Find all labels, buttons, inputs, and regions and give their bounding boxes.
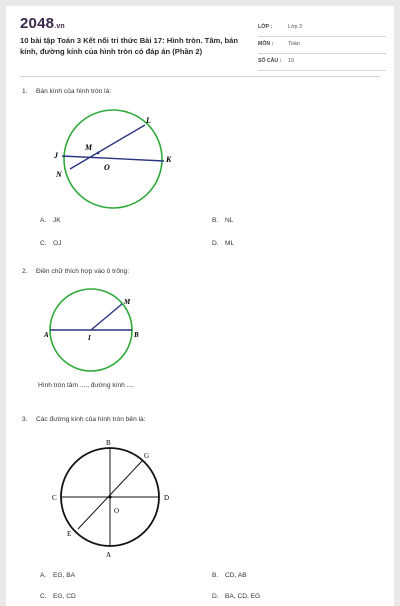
meta-value: Lớp 3 (288, 24, 303, 30)
label-e: E (67, 530, 72, 538)
question-number: 3. (22, 416, 28, 423)
label-m: M (124, 298, 131, 306)
logo-suffix: .vn (54, 23, 65, 30)
label-b: B (106, 439, 111, 447)
q1-option-c[interactable] (40, 240, 61, 247)
option-key: A. (40, 572, 47, 579)
meta-value: Toán (288, 41, 300, 47)
question-text: Điền chữ thích hợp vào ô trống: (36, 268, 130, 275)
option-text: NL (225, 217, 234, 224)
question-text: Bán kính của hình tròn là: (36, 88, 112, 95)
question-number: 1. (22, 88, 28, 95)
question-text: Các đường kính của hình tròn bên là: (36, 416, 146, 423)
figure-circle-i (40, 282, 150, 376)
meta-row-subject (258, 37, 386, 54)
option-text: JK (53, 217, 61, 224)
label-l: L (146, 116, 151, 125)
label-d: D (164, 494, 170, 502)
question-2 (22, 268, 129, 275)
point-o (108, 495, 111, 498)
question-1 (22, 88, 111, 95)
header-divider (20, 76, 380, 77)
option-key: B. (212, 217, 219, 224)
option-text: EG, BA (53, 572, 75, 579)
q1-option-b[interactable] (212, 217, 233, 224)
question-3 (22, 416, 146, 423)
document-title: 10 bài tập Toán 3 Kết nối tri thức Bài 17: Hình tròn. Tâm, bán kính, đường kính của hình tròn có đáp án (Phần 2) (20, 36, 239, 56)
q3-option-d[interactable] (212, 593, 260, 600)
option-key: D. (212, 593, 219, 600)
site-logo[interactable] (20, 15, 65, 32)
label-n: N (56, 170, 62, 179)
point-m (97, 152, 100, 155)
segment-im (91, 304, 122, 330)
label-a: A (44, 331, 49, 339)
option-key: D. (212, 240, 219, 247)
label-o: O (104, 163, 110, 172)
q3-option-b[interactable] (212, 572, 247, 579)
figure-circle-diameters (46, 434, 186, 562)
worksheet-page (6, 6, 394, 606)
meta-panel (258, 20, 386, 71)
option-text: OJ (53, 240, 62, 247)
label-i: I (88, 334, 91, 342)
option-text: BA, CD, EG (225, 593, 261, 600)
meta-value: 10 (288, 58, 294, 64)
meta-key: MÔN : (258, 41, 274, 47)
q3-option-a[interactable] (40, 572, 75, 579)
option-text: ML (225, 240, 235, 247)
label-m: M (85, 143, 93, 152)
option-text: EG, CD (53, 593, 76, 600)
label-a: A (106, 551, 112, 559)
option-key: A. (40, 217, 47, 224)
q2-fill-in-text[interactable]: Hình tròn tâm ...., đường kính .... (38, 382, 134, 389)
figure-circle-o (40, 102, 190, 212)
option-key: C. (40, 593, 47, 600)
label-g: G (144, 452, 150, 460)
q3-option-c[interactable] (40, 593, 76, 600)
meta-key: SỐ CÂU : (258, 58, 282, 64)
q1-option-a[interactable] (40, 217, 61, 224)
label-j: J (54, 151, 58, 160)
segment-jk (62, 156, 164, 161)
q1-option-d[interactable] (212, 240, 234, 247)
option-key: B. (212, 572, 219, 579)
question-number: 2. (22, 268, 28, 275)
option-text: CD, AB (225, 572, 247, 579)
meta-row-grade (258, 20, 386, 37)
label-b: B (134, 331, 139, 339)
label-o: O (114, 507, 120, 515)
meta-key: LỚP : (258, 24, 273, 30)
meta-row-count (258, 54, 386, 71)
option-key: C. (40, 240, 47, 247)
label-c: C (52, 494, 57, 502)
logo-text: 2048 (20, 15, 55, 32)
label-k: K (166, 155, 172, 164)
